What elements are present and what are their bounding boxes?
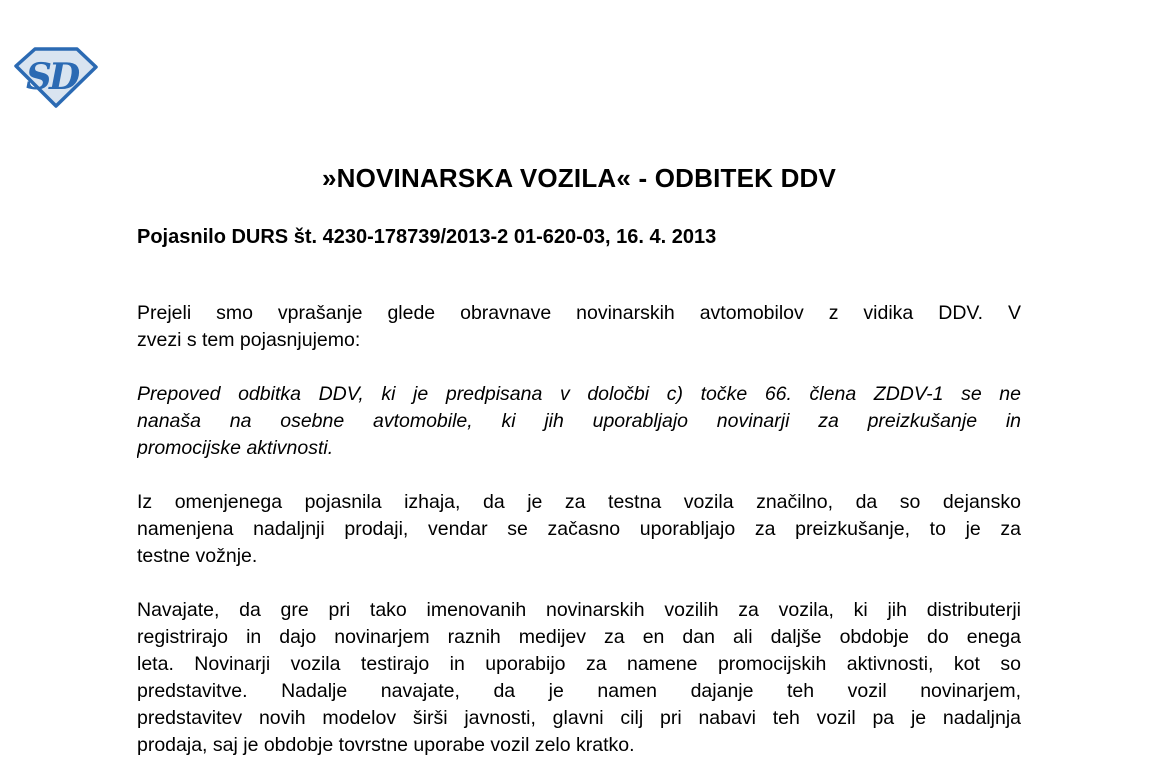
- paragraph-intro: [137, 300, 1021, 354]
- text-line: prodaja, saj je obdobje tovrstne uporabe vozil zelo kratko.: [137, 734, 635, 756]
- document-subtitle: Pojasnilo DURS št. 4230-178739/2013-2 01-620-03, 16. 4. 2013: [137, 226, 717, 248]
- logo-letters: SD: [26, 56, 78, 98]
- sd-shield-icon: [14, 46, 98, 108]
- text-line: leta. Novinarji vozila testirajo in uporabijo za namene promocijskih aktivnosti, kot so: [137, 653, 1021, 675]
- text-line: registrirajo in dajo novinarjem raznih medijev za en dan ali daljše obdobje do enega: [137, 626, 1021, 648]
- text-line: predstavitev novih modelov širši javnosti, glavni cilj pri nabavi teh vozil pa je nadaljnja: [137, 707, 1021, 729]
- sd-diamond-logo: [14, 46, 98, 108]
- paragraph-explanation: [137, 489, 1021, 570]
- text-line: Iz omenjenega pojasnila izhaja, da je za testna vozila značilno, da so dejansko: [137, 491, 1021, 513]
- text-line: Navajate, da gre pri tako imenovanih novinarskih vozilih za vozila, ki jih distributerji: [137, 599, 1021, 621]
- document-title: »NOVINARSKA VOZILA« - ODBITEK DDV: [321, 163, 837, 193]
- text-line: Prejeli smo vprašanje glede obravnave novinarskih avtomobilov z vidika DDV. V: [137, 302, 1021, 324]
- text-line: promocijske aktivnosti.: [137, 437, 334, 459]
- document-page: [137, 0, 1021, 756]
- paragraph-quote: [137, 381, 1021, 462]
- text-line: testne vožnje.: [137, 545, 258, 567]
- text-line: namenjena nadaljnji prodaji, vendar se začasno uporabljajo za preizkušanje, to je za: [137, 518, 1021, 540]
- paragraph-description: [137, 597, 1021, 759]
- text-line: nanaša na osebne avtomobile, ki jih uporabljajo novinarji za preizkušanje in: [137, 410, 1021, 432]
- text-line: Prepoved odbitka DDV, ki je predpisana v določbi c) točke 66. člena ZDDV-1 se ne: [137, 383, 1021, 405]
- text-line: predstavitve. Nadalje navajate, da je namen dajanje teh vozil novinarjem,: [137, 680, 1021, 702]
- text-line: zvezi s tem pojasnjujemo:: [137, 329, 361, 351]
